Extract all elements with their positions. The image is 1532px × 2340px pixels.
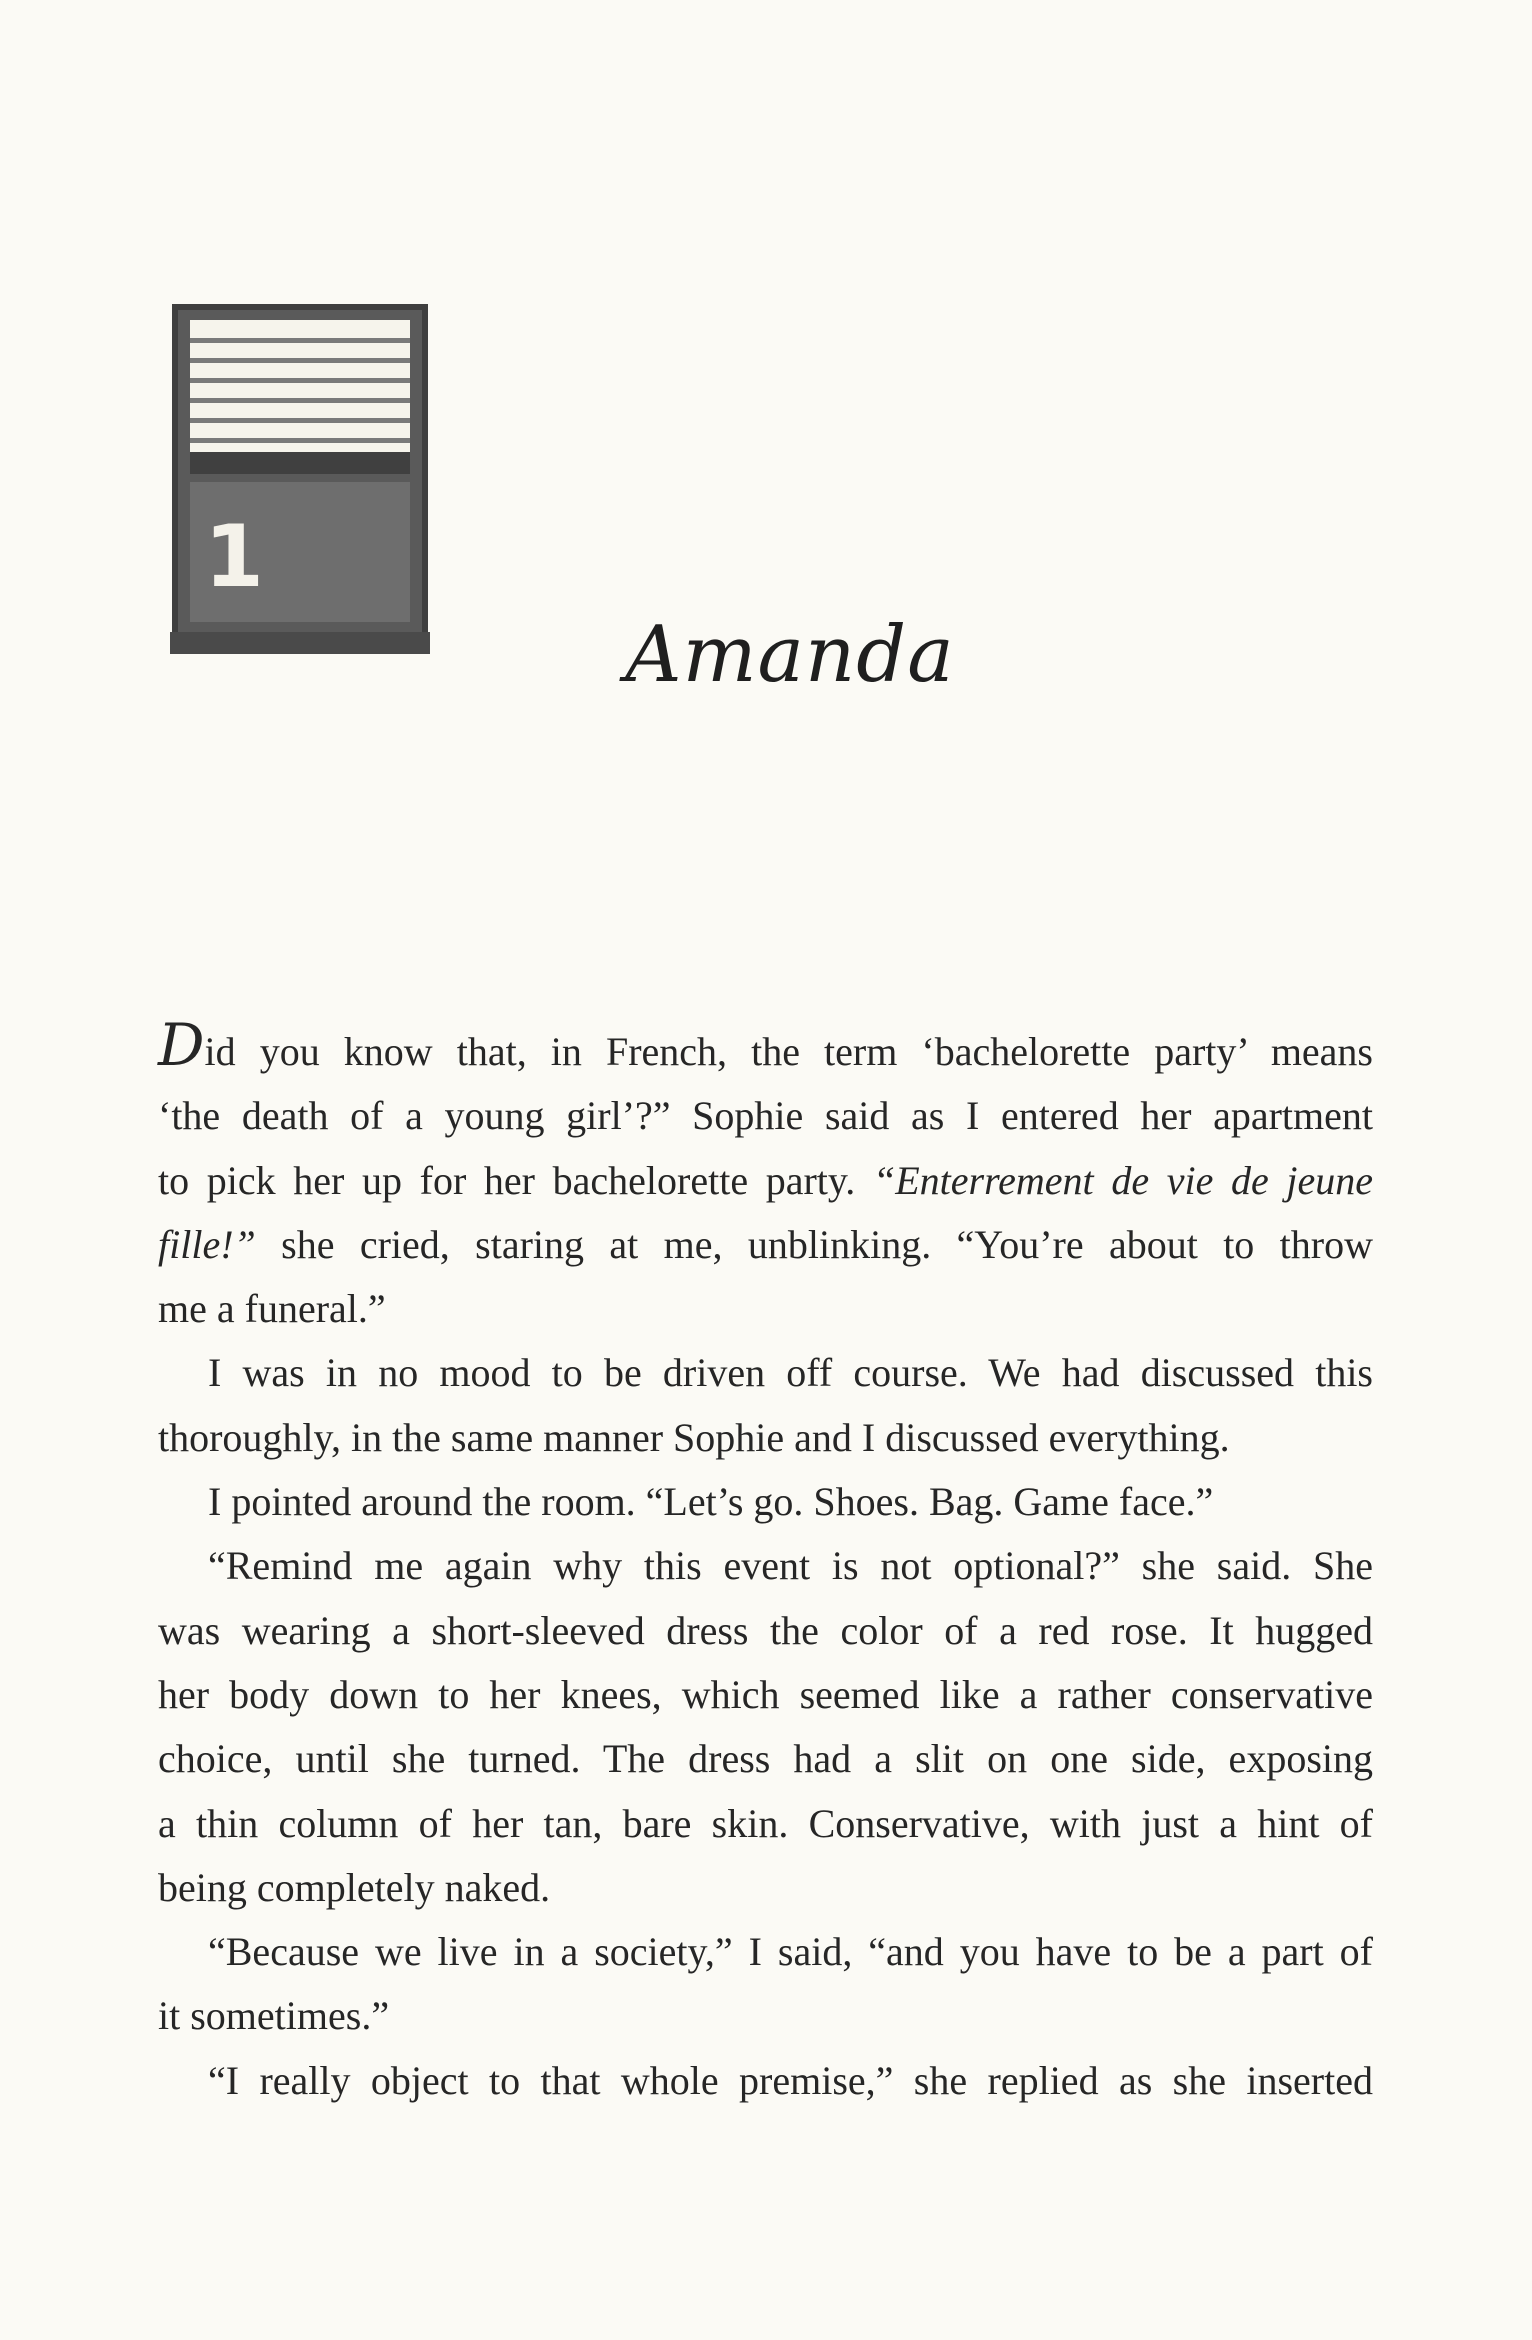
chapter-window-emblem (170, 302, 430, 654)
text-line: “I really object to that whole premise,” she replied as she inserted (208, 2057, 1373, 2103)
text-line: thoroughly, in the same manner Sophie and I discussed everything. (158, 1414, 1230, 1460)
chapter-number: 1 (204, 507, 264, 607)
text-line: a thin column of her tan, bare skin. Conservative, with just a hint of (158, 1800, 1373, 1846)
text-line: I was in no mood to be driven off course. We had discussed this (208, 1350, 1373, 1396)
text-line: to pick her up for her bachelorette party. “Enterrement de vie de jeune (158, 1157, 1374, 1203)
chapter-body-text (158, 1011, 1374, 2113)
text-line: ‘the death of a young girl’?” Sophie said as I entered her apartment (158, 1093, 1373, 1139)
italic-phrase: “Enterrement de vie de jeune (872, 1157, 1374, 1203)
text-line: fille!” she cried, staring at me, unblinking. “You’re about to throw (158, 1221, 1373, 1267)
text-line: choice, until she turned. The dress had a slit on one side, exposing (158, 1736, 1373, 1782)
text-line: I pointed around the room. “Let’s go. Shoes. Bag. Game face.” (208, 1479, 1214, 1525)
text-line: “Because we live in a society,” I said, “and you have to be a part of (208, 1929, 1373, 1975)
text-line: Did you know that, in French, the term ‘bachelorette party’ means (158, 1011, 1373, 1079)
text-line: it sometimes.” (158, 1993, 390, 2039)
italic-phrase: fille!” (158, 1221, 256, 1267)
text-line: me a funeral.” (158, 1286, 386, 1332)
drop-cap: D (158, 1011, 205, 1079)
text-line: being completely naked. (158, 1864, 551, 1910)
text-line: her body down to her knees, which seemed like a rather conservative (158, 1671, 1373, 1717)
chapter-title: Amanda (625, 610, 955, 700)
text-line: was wearing a short-sleeved dress the color of a red rose. It hugged (158, 1607, 1373, 1653)
text-line: “Remind me again why this event is not optional?” she said. She (208, 1543, 1373, 1589)
